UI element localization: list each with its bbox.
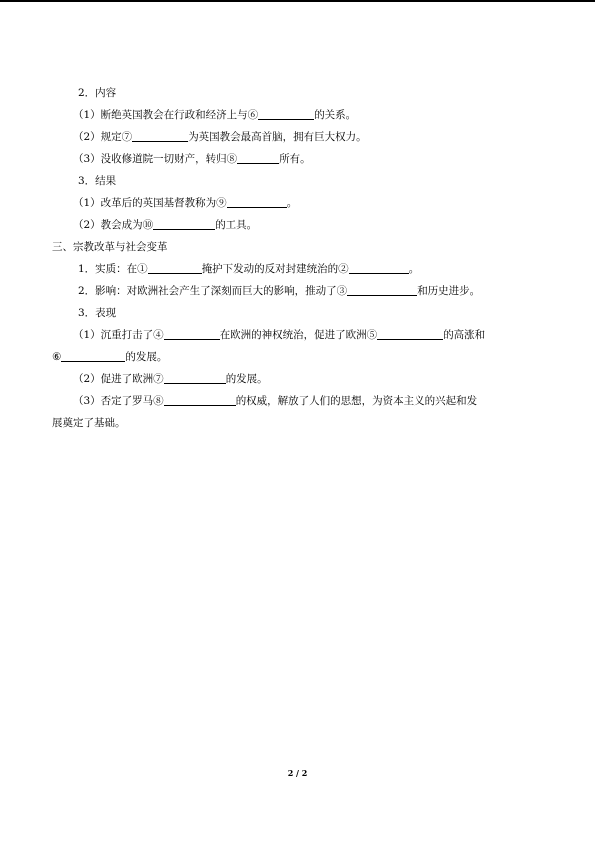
top-rule [0,0,595,2]
line-text: （1）沉重打击了④ [73,329,164,341]
line-text: 2．影响：对欧洲社会产生了深刻而巨大的影响，推动了③ [78,285,348,297]
manifestation-item-1-cont [52,346,542,368]
fill-blank-5[interactable] [377,327,443,340]
line-text: （3）没收修道院一切财产，转归⑧ [73,153,238,165]
line-text: 3．结果 [78,175,117,187]
fill-blank-6[interactable] [258,107,314,120]
fill-blank-9[interactable] [227,195,287,208]
line-text: 展奠定了基础。 [52,417,126,429]
line-text: 的发展。 [125,351,168,363]
heading-manifestation [52,302,542,324]
line-text: （2）促进了欧洲⑦ [73,373,164,385]
line-text: 的权威，解放了人们的思想，为资本主义的兴起和发 [235,395,478,407]
line-text: 的发展。 [225,373,268,385]
worksheet-body [52,82,542,434]
line-text: （2）教会成为⑩ [73,219,154,231]
line-text: 在欧洲的神权统治，促进了欧洲⑤ [219,329,378,341]
fill-blank-4[interactable] [164,327,220,340]
line-text: 三、宗教改革与社会变革 [52,241,168,253]
line-text: 的工具。 [215,219,258,231]
heading-result [52,170,542,192]
manifestation-item-2 [52,368,542,390]
essence-line [52,258,542,280]
line-text: 和历史进步。 [417,285,481,297]
fill-blank-8b[interactable] [164,393,236,406]
line-text: 所有。 [279,153,311,165]
line-text: （2）规定⑦ [73,131,133,143]
influence-line [52,280,542,302]
line-text: 3．表现 [78,307,117,319]
line-text: 1．实质：在① [78,263,148,275]
fill-blank-1[interactable] [148,261,202,274]
line-text: ⑥ [52,351,62,363]
line-text: （1）改革后的英国基督教称为⑨ [73,197,227,209]
section-heading-3 [52,236,542,258]
content-item-1 [52,104,542,126]
line-text: 2．内容 [78,87,117,99]
line-text: 的高涨和 [443,329,486,341]
fill-blank-8[interactable] [237,151,279,164]
line-text: 的关系。 [314,109,357,121]
manifestation-item-3 [52,390,542,412]
line-text: 。 [408,263,420,275]
result-item-1 [52,192,542,214]
fill-blank-6b[interactable] [61,349,125,362]
fill-blank-2[interactable] [349,261,409,274]
line-text: （1）断绝英国教会在行政和经济上与⑥ [73,109,259,121]
fill-blank-7[interactable] [132,129,188,142]
fill-blank-7b[interactable] [164,371,226,384]
manifestation-item-3-cont [52,412,542,434]
line-text: 为英国教会最高首脑，拥有巨大权力。 [188,131,367,143]
fill-blank-3[interactable] [347,283,417,296]
line-text: （3）否定了罗马⑧ [73,395,164,407]
heading-content [52,82,542,104]
content-item-3 [52,148,542,170]
page-number: 2 / 2 [287,768,308,778]
result-item-2 [52,214,542,236]
line-text: 。 [286,197,298,209]
line-text: 掩护下发动的反对封建统治的② [201,263,349,275]
content-item-2 [52,126,542,148]
fill-blank-10[interactable] [153,217,215,230]
manifestation-item-1 [52,324,542,346]
